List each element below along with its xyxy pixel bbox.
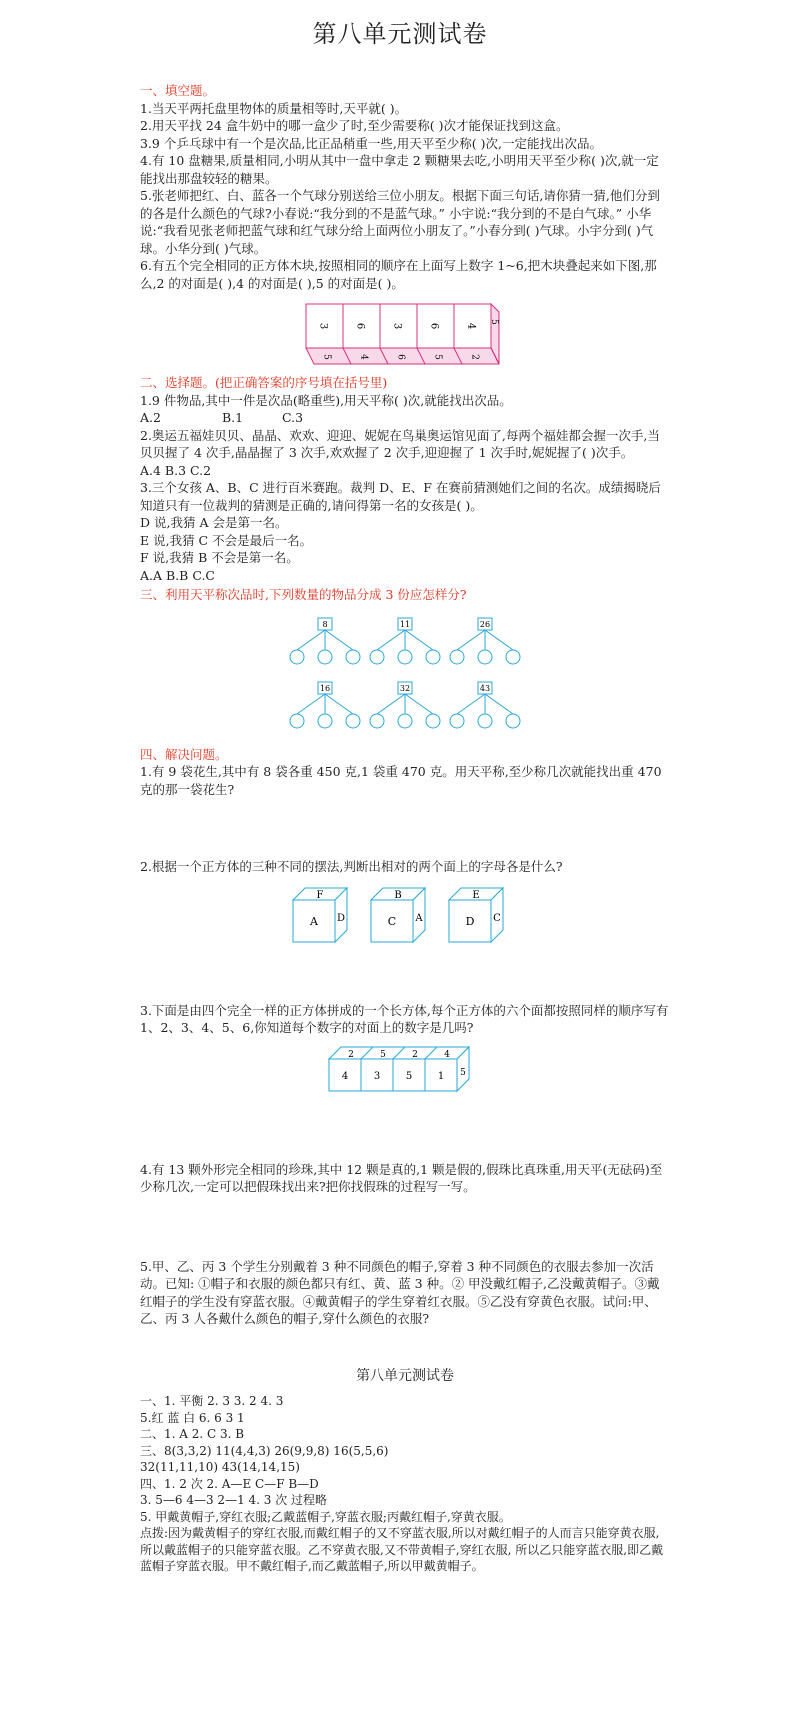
option-a: A.2 <box>140 410 161 425</box>
section-2-heading: 二、选择题。(把正确答案的序号填在括号里) <box>140 375 388 390</box>
tree-branch <box>457 694 485 714</box>
cuboid-top-number: 2 <box>412 1049 418 1060</box>
judge-f-statement: F 说,我猜 B 不会是第一名。 <box>140 550 299 565</box>
tree-leaf-circle <box>290 714 304 728</box>
cube-bottom-number: 6 <box>395 354 406 360</box>
tree-branch <box>297 694 325 714</box>
tree-branch <box>485 630 513 650</box>
judge-e-statement: E 说,我猜 C 不会是最后一名。 <box>140 532 313 548</box>
cube-front-letter: C <box>387 914 397 928</box>
tree-root-number: 32 <box>399 683 411 693</box>
cube-bottom-number: 5 <box>321 354 332 360</box>
tree-leaf-circle <box>398 650 412 664</box>
tree-branch <box>377 694 405 714</box>
cuboid-front-number: 1 <box>437 1070 445 1082</box>
cube-side-letter: D <box>336 912 346 924</box>
cube-front-letter: A <box>310 914 318 928</box>
tree-root-number: 26 <box>479 619 491 629</box>
cube-front-number: 3 <box>391 322 403 330</box>
problem-1: 1.有 9 袋花生,其中有 8 袋各重 450 克,1 袋重 470 克。用天平称,至少称几次就能找出重 470 克的那一袋花生? <box>140 764 662 797</box>
choice-question-3-options: A.A B.B C.C <box>140 567 215 583</box>
tree-leaf-circle <box>478 650 492 664</box>
tree-leaf-circle <box>506 714 520 728</box>
tree-branch <box>485 694 513 714</box>
tree-leaf-circle <box>290 650 304 664</box>
stacked-cubes-figure <box>300 298 510 368</box>
tree-leaf-circle <box>506 650 520 664</box>
cuboid-side-number: 5 <box>460 1067 466 1078</box>
cuboid-top-number: 5 <box>380 1049 386 1060</box>
tree-leaf-circle <box>346 650 360 664</box>
cube-top-letter: F <box>316 889 324 901</box>
choice-question-1-options <box>140 409 670 427</box>
cuboid-top-number: 2 <box>348 1049 354 1060</box>
choice-question-3: 3.三个女孩 A、B、C 进行百米赛跑。裁判 D、E、F 在赛前猜测她们之间的名次。成绩揭晓后知道只有一位裁判的猜测是正确的,请问得第一名的女孩是( )。 <box>140 480 661 513</box>
judge-d-statement: D 说,我猜 A 会是第一名。 <box>140 515 288 530</box>
split-tree-diagrams <box>275 610 535 740</box>
tree-leaf-circle <box>318 714 332 728</box>
fill-question-2: 2.用天平找 24 盒牛奶中的哪一盒少了时,至少需要称( )次才能保证找到这盒。 <box>140 118 569 133</box>
cube-bottom-number: 4 <box>358 354 369 360</box>
answer-line: 四、1. 2 次 2. A—E C—F B—D <box>140 1476 319 1491</box>
tree-leaf-circle <box>318 650 332 664</box>
fill-question-3: 3.9 个乒乓球中有一个是次品,比正品稍重一些,用天平至少称( )次,一定能找出次品。 <box>140 135 603 151</box>
answer-line: 5. 甲戴黄帽子,穿红衣服;乙戴蓝帽子,穿蓝衣服;丙戴红帽子,穿黄衣服。 <box>140 1509 511 1524</box>
cuboid-top-number: 4 <box>444 1049 450 1060</box>
problem-4: 4.有 13 颗外形完全相同的珍珠,其中 12 颗是真的,1 颗是假的,假珠比真珠重,用天平(无砝码)至少称几次,一定可以把假珠找出来?把你找假珠的过程写一写。 <box>140 1161 663 1194</box>
problem-5: 5.甲、乙、丙 3 个学生分别戴着 3 种不同颜色的帽子,穿着 3 种不同颜色的衣服去参加一次活动。已知: ①帽子和衣服的颜色都只有红、黄、蓝 3 种。② 甲没戴红帽子,乙没戴黄帽子。③戴红帽子的学生没有穿蓝衣服。④戴黄帽子的学生穿着红衣服。⑤乙没有穿黄色衣服。试问:甲、乙、丙 3 人各戴什么颜色的帽子,穿什么颜色的衣服? <box>140 1258 660 1326</box>
cube-front-number: 6 <box>354 322 366 330</box>
tree-root-number: 11 <box>399 619 411 629</box>
tree-branch <box>325 630 353 650</box>
cuboid-front-number: 5 <box>405 1070 413 1082</box>
answer-key <box>140 1393 670 1575</box>
section-4-heading: 四、解决问题。 <box>140 746 228 762</box>
tree-leaf-circle <box>370 714 384 728</box>
fill-question-5: 5.张老师把红、白、蓝各一个气球分别送给三位小朋友。根据下面三句话,请你猜一猜,他们分到的各是什么颜色的气球?小春说:“我分到的不是蓝气球。” 小宇说:“我分到的不是白气球。” 小华说:“我看见张老师把蓝气球和红气球分给上面两位小朋友了。”小春分到( )气球。小宇分到( )气球。小华分到( )气球。 <box>140 188 660 256</box>
cuboid-front-number: 3 <box>373 1070 381 1082</box>
cube-bottom-number: 2 <box>469 354 480 360</box>
tree-leaf-circle <box>450 714 464 728</box>
cube-top-letter: B <box>394 889 402 901</box>
problem-3: 3.下面是由四个完全一样的正方体拼成的一个长方体,每个正方体的六个面都按照同样的顺序写有 1、2、3、4、5、6,你知道每个数字的对面上的数字是几吗? <box>140 1002 669 1035</box>
cube-bottom-number: 5 <box>432 354 443 360</box>
problem-2: 2.根据一个正方体的三种不同的摆法,判断出相对的两个面上的字母各是什么? <box>140 859 563 874</box>
tree-root-number: 16 <box>319 683 331 693</box>
cube-side-letter: C <box>493 912 501 924</box>
section-1-heading: 一、填空题。 <box>140 83 216 98</box>
cube-top-letter: E <box>472 889 480 901</box>
tree-leaf-circle <box>346 714 360 728</box>
cube-side-number: 5 <box>489 319 499 325</box>
answer-line: 三、8(3,3,2) 11(4,4,3) 26(9,9,8) 16(5,5,6) <box>140 1443 389 1458</box>
worksheet <box>140 80 670 1575</box>
cuboid-front-number: 4 <box>341 1070 349 1082</box>
tree-root-number: 8 <box>322 619 328 629</box>
fill-question-1: 1.当天平两托盘里物体的质量相等时,天平就( )。 <box>140 100 408 116</box>
tree-leaf-circle <box>450 650 464 664</box>
answer-line: 点拨:因为戴黄帽子的穿红衣服,而戴红帽子的又不穿蓝衣服,所以对戴红帽子的人而言只能穿黄衣服,所以戴蓝帽子的只能穿蓝衣服。乙不穿黄衣服,又不带黄帽子,穿红衣服, 所以乙只能穿蓝衣服,即乙戴蓝帽子穿蓝衣服。甲不戴红帽子,而乙戴蓝帽子,所以甲戴黄帽子。 <box>140 1526 664 1573</box>
cube-side-letter: A <box>415 912 423 924</box>
tree-branch <box>405 694 433 714</box>
choice-question-2: 2.奥运五福娃贝贝、晶晶、欢欢、迎迎、妮妮在鸟巢奥运馆见面了,每两个福娃都会握一次手,当贝贝握了 4 次手,晶晶握了 3 次手,欢欢握了 2 次手,迎迎握了 1 次手时,妮妮握了( )次手。 <box>140 427 660 460</box>
answer-line: 32(11,11,10) 43(14,14,15) <box>140 1460 300 1474</box>
page-title: 第八单元测试卷 <box>312 20 488 48</box>
answer-line: 一、1. 平衡 2. 3 3. 2 4. 3 <box>140 1394 284 1408</box>
tree-branch <box>405 630 433 650</box>
tree-branch <box>325 694 353 714</box>
fill-question-6: 6.有五个完全相同的正方体木块,按照相同的顺序在上面写上数字 1~6,把木块叠起来如下图,那么,2 的对面是( ),4 的对面是( ),5 的对面是( )。 <box>140 258 657 291</box>
answer-line: 3. 5—6 4—3 2—1 4. 3 次 过程略 <box>140 1493 328 1507</box>
tree-branch <box>297 630 325 650</box>
section-3-heading: 三、利用天平称次品时,下列数量的物品分成 3 份应怎样分? <box>140 587 467 602</box>
choice-question-1: 1.9 件物品,其中一件是次品(略重些),用天平称( )次,就能找出次品。 <box>140 392 512 408</box>
cube-front-number: 6 <box>428 322 440 330</box>
tree-leaf-circle <box>426 714 440 728</box>
number-cubes-figure <box>325 1043 485 1103</box>
tree-root-number: 43 <box>479 683 491 693</box>
tree-branch <box>457 630 485 650</box>
choice-question-2-options: A.4 B.3 C.2 <box>140 462 212 478</box>
cube-front-letter: D <box>465 914 475 928</box>
cube-front-number: 4 <box>465 322 477 330</box>
tree-branch <box>377 630 405 650</box>
option-b: B.1 <box>222 410 244 425</box>
fill-question-4: 4.有 10 盘糖果,质量相同,小明从其中一盘中拿走 2 颗糖果去吃,小明用天平至少称( )次,就一定能找出那盘较轻的糖果。 <box>140 153 659 186</box>
cube-front-number: 3 <box>317 322 329 330</box>
tree-leaf-circle <box>370 650 384 664</box>
option-c: C.3 <box>282 410 304 425</box>
answer-key-title: 第八单元测试卷 <box>356 1367 454 1384</box>
tree-leaf-circle <box>426 650 440 664</box>
tree-leaf-circle <box>398 714 412 728</box>
answer-line: 二、1. A 2. C 3. B <box>140 1427 245 1441</box>
letter-cubes-figure <box>285 882 525 952</box>
answer-line: 5.红 蓝 白 6. 6 3 1 <box>140 1410 245 1425</box>
tree-leaf-circle <box>478 714 492 728</box>
